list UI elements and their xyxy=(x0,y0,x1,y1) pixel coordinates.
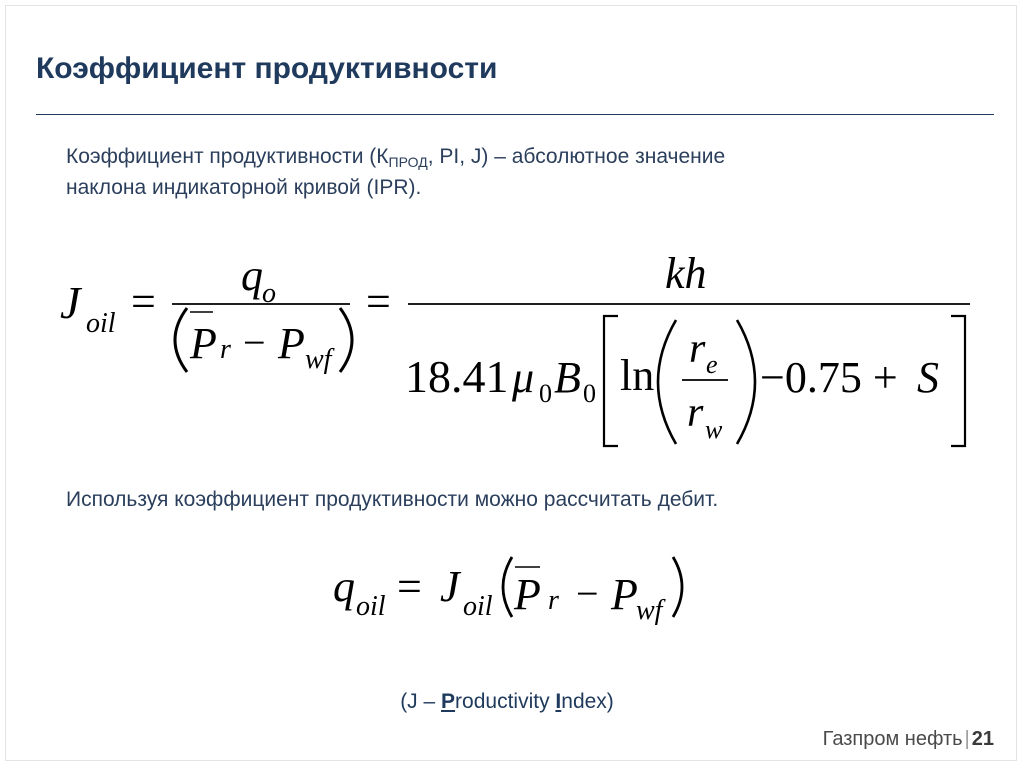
re-subscript: e xyxy=(706,350,718,379)
definition-text-b: , PI, J) – абсолютное значение xyxy=(427,145,726,168)
b-subscript: 0 xyxy=(583,379,596,408)
b-symbol: B xyxy=(554,353,581,402)
left-paren-3 xyxy=(503,557,512,617)
coefficient: 18.41 xyxy=(405,351,509,402)
q-oil-symbol: q xyxy=(333,562,355,611)
pr-symbol: P xyxy=(190,319,217,368)
left-paren-2 xyxy=(658,320,676,444)
pwf-subscript: wf xyxy=(305,344,332,375)
note-p-letter: P xyxy=(441,690,456,713)
j-symbol: J xyxy=(60,277,81,328)
mu-symbol: μ xyxy=(512,353,535,402)
pwf-symbol-2: P xyxy=(611,570,638,619)
right-paren-3 xyxy=(673,557,682,617)
left-bracket xyxy=(604,316,618,446)
productivity-index-formula xyxy=(0,240,1000,460)
pwf-subscript-2: wf xyxy=(636,595,663,626)
footer-separator: | xyxy=(964,728,970,750)
note-i-rest: ndex) xyxy=(561,690,614,713)
j-oil-subscript: oil xyxy=(463,591,493,622)
q-oil-subscript: oil xyxy=(356,591,386,622)
company-name: Газпром нефть xyxy=(822,728,963,750)
pr-subscript: r xyxy=(220,334,231,365)
page-number: 21 xyxy=(971,728,994,750)
mu-subscript: 0 xyxy=(539,379,552,408)
right-paren-2 xyxy=(737,320,755,444)
j-oil-symbol: J xyxy=(440,562,460,611)
j-subscript: oil xyxy=(86,308,116,339)
pr-symbol-2: P xyxy=(514,570,541,619)
re-symbol: r xyxy=(689,326,706,372)
productivity-index-note xyxy=(0,690,1014,714)
definition-line-2: наклона индикаторной кривой (IPR). xyxy=(66,176,422,199)
definition-subscript: ПРОД xyxy=(388,154,428,170)
note-i-letter: I xyxy=(555,690,562,713)
right-paren-1 xyxy=(340,308,352,372)
rw-symbol: r xyxy=(687,390,704,436)
left-paren-1 xyxy=(175,308,187,372)
flow-rate-formula xyxy=(0,545,1000,645)
title-divider xyxy=(36,114,994,115)
q-subscript: o xyxy=(262,278,276,309)
note-p-rest: roductivity xyxy=(455,690,556,713)
note-open: (J – xyxy=(400,690,442,713)
rw-subscript: w xyxy=(705,415,723,444)
minus-sign-1: − xyxy=(243,320,266,365)
kh-symbol: kh xyxy=(665,249,707,298)
pwf-symbol: P xyxy=(278,319,305,368)
q-symbol: q xyxy=(241,251,263,300)
skin-symbol: S xyxy=(917,353,939,402)
constant-term: −0.75 + xyxy=(760,353,898,402)
equals-sign-1: = xyxy=(131,277,156,326)
minus-sign-2: − xyxy=(576,571,599,616)
footer xyxy=(823,728,994,751)
slide-title: Коэффициент продуктивности xyxy=(36,52,498,85)
definition-text-a: Коэффициент продуктивности (К xyxy=(66,145,389,168)
right-bracket xyxy=(951,316,965,446)
equals-sign-3: = xyxy=(397,562,422,611)
usage-text: Используя коэффициент продуктивности можно рассчитать дебит. xyxy=(66,488,719,511)
pr-subscript-2: r xyxy=(548,585,559,616)
equals-sign-2: = xyxy=(366,277,391,326)
ln-symbol: ln xyxy=(620,351,655,400)
